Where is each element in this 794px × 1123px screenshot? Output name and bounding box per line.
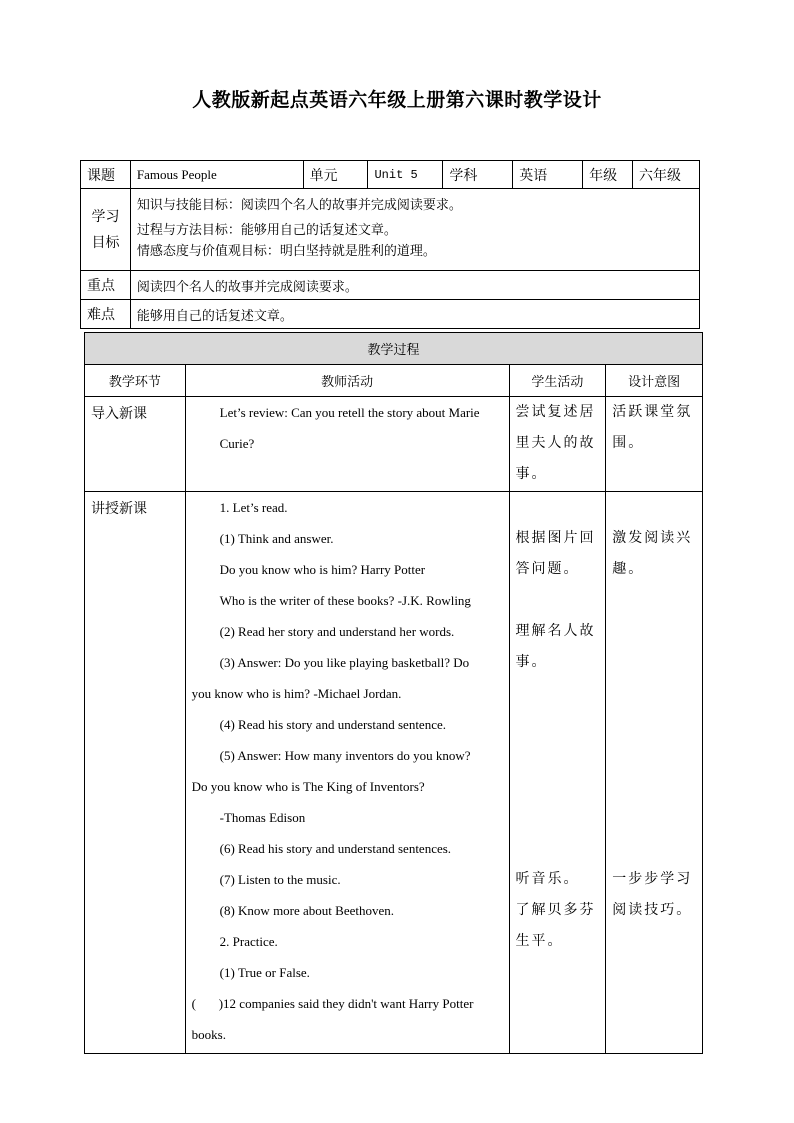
column-header: 学生活动	[509, 365, 606, 397]
unit-value: Unit 5	[368, 161, 443, 189]
student-line: 生平。	[515, 933, 564, 949]
objective-item: 知识与技能目标：阅读四个名人的故事并完成阅读要求。	[136, 198, 462, 213]
student-line: 听音乐。	[515, 871, 580, 887]
design-intent	[606, 492, 703, 1054]
teacher-line: Do you know who is The King of Inventors?	[191, 779, 425, 794]
design-line	[612, 492, 698, 523]
teacher-line: (2) Read her story and understand her words.	[219, 624, 455, 639]
grade-value: 六年级	[633, 161, 700, 189]
student-line	[516, 833, 602, 864]
process-row-intro	[85, 397, 703, 492]
course-label: 课题	[81, 161, 131, 189]
info-table	[80, 160, 700, 329]
teacher-line: (6) Read his story and understand sentences.	[219, 841, 452, 856]
column-header: 教学环节	[85, 365, 186, 397]
process-header-row	[85, 333, 703, 365]
student-activity	[509, 492, 606, 1054]
student-line	[516, 678, 602, 709]
key-point-row	[81, 271, 700, 300]
process-row-new-lesson	[85, 492, 703, 1054]
unit-label: 单元	[303, 161, 368, 189]
teacher-line: (7) Listen to the music.	[219, 872, 341, 887]
design-line	[612, 709, 698, 740]
objectives-cell	[130, 189, 699, 271]
column-header: 教师活动	[185, 365, 509, 397]
column-header-row	[85, 365, 703, 397]
objectives-label-line: 目标	[91, 234, 120, 251]
subject-value: 英语	[513, 161, 583, 189]
design-line: 一步步学习	[612, 871, 693, 887]
teacher-line: -Thomas Edison	[219, 810, 306, 825]
teacher-activity	[185, 397, 509, 492]
design-line	[612, 771, 698, 802]
teacher-line: Let’s review: Can you retell the story about Marie	[219, 405, 480, 420]
student-line: 答问题。	[515, 561, 580, 577]
student-activity	[509, 397, 606, 492]
teacher-line: (4) Read his story and understand sentence.	[219, 717, 446, 732]
info-row	[81, 161, 700, 189]
teacher-line: Curie?	[219, 436, 255, 451]
student-line	[516, 771, 602, 802]
process-table	[84, 332, 703, 1054]
design-line: 激发阅读兴	[612, 530, 693, 546]
teacher-line: 1. Let’s read.	[219, 500, 288, 515]
design-line: 围。	[612, 435, 645, 451]
teacher-line: (1) True or False.	[219, 965, 310, 980]
key-point-label: 重点	[81, 271, 131, 300]
step-name: 讲授新课	[85, 492, 186, 1054]
teacher-line: Who is the writer of these books? -J.K. Rowling	[219, 593, 471, 608]
student-line	[516, 740, 602, 771]
student-line: 事。	[515, 654, 548, 670]
design-line: 活跃课堂氛	[612, 404, 693, 420]
key-point-value: 阅读四个名人的故事并完成阅读要求。	[130, 271, 699, 300]
teacher-activity	[185, 492, 509, 1054]
teacher-line: you know who is him? -Michael Jordan.	[191, 686, 402, 701]
objective-item: 过程与方法目标：能够用自己的话复述文章。	[136, 223, 397, 238]
column-header: 设计意图	[606, 365, 703, 397]
objectives-label-line: 学习	[91, 208, 120, 225]
difficulty-row	[81, 300, 700, 329]
teacher-line: (3) Answer: Do you like playing basketball? Do	[219, 655, 470, 670]
design-intent	[606, 397, 703, 492]
design-line	[612, 802, 698, 833]
design-line	[612, 647, 698, 678]
student-line	[516, 585, 602, 616]
student-line: 理解名人故	[515, 623, 596, 639]
student-line	[516, 492, 602, 523]
student-line: 里夫人的故	[515, 435, 596, 451]
teacher-line: Do you know who is him? Harry Potter	[219, 562, 426, 577]
objectives-row	[81, 189, 700, 271]
step-name: 导入新课	[85, 397, 186, 492]
design-line	[612, 585, 698, 616]
difficulty-label: 难点	[81, 300, 131, 329]
grade-label: 年级	[583, 161, 633, 189]
student-line: 尝试复述居	[515, 404, 596, 420]
teacher-line: ( )12 companies said they didn't want Harry Potter	[191, 996, 474, 1011]
design-line: 趣。	[612, 561, 645, 577]
page-title: 人教版新起点英语六年级上册第六课时教学设计	[192, 89, 602, 111]
design-line	[612, 678, 698, 709]
design-line	[612, 740, 698, 771]
design-line: 阅读技巧。	[612, 902, 693, 918]
subject-label: 学科	[443, 161, 513, 189]
teacher-line: (5) Answer: How many inventors do you know?	[219, 748, 471, 763]
teacher-line: 2. Practice.	[219, 934, 278, 949]
course-value: Famous People	[130, 161, 303, 189]
teacher-line: (1) Think and answer.	[219, 531, 334, 546]
teacher-line: books.	[191, 1027, 226, 1042]
teacher-line: (8) Know more about Beethoven.	[219, 903, 395, 918]
process-header: 教学过程	[85, 333, 703, 365]
student-line	[516, 802, 602, 833]
student-line: 根据图片回	[515, 530, 596, 546]
student-line: 事。	[515, 466, 548, 482]
objectives-label	[81, 189, 131, 271]
objective-item: 情感态度与价值观目标：明白坚持就是胜利的道理。	[136, 244, 436, 259]
student-line	[516, 709, 602, 740]
design-line	[612, 616, 698, 647]
student-line: 了解贝多芬	[515, 902, 596, 918]
design-line	[612, 833, 698, 864]
difficulty-value: 能够用自己的话复述文章。	[130, 300, 699, 329]
